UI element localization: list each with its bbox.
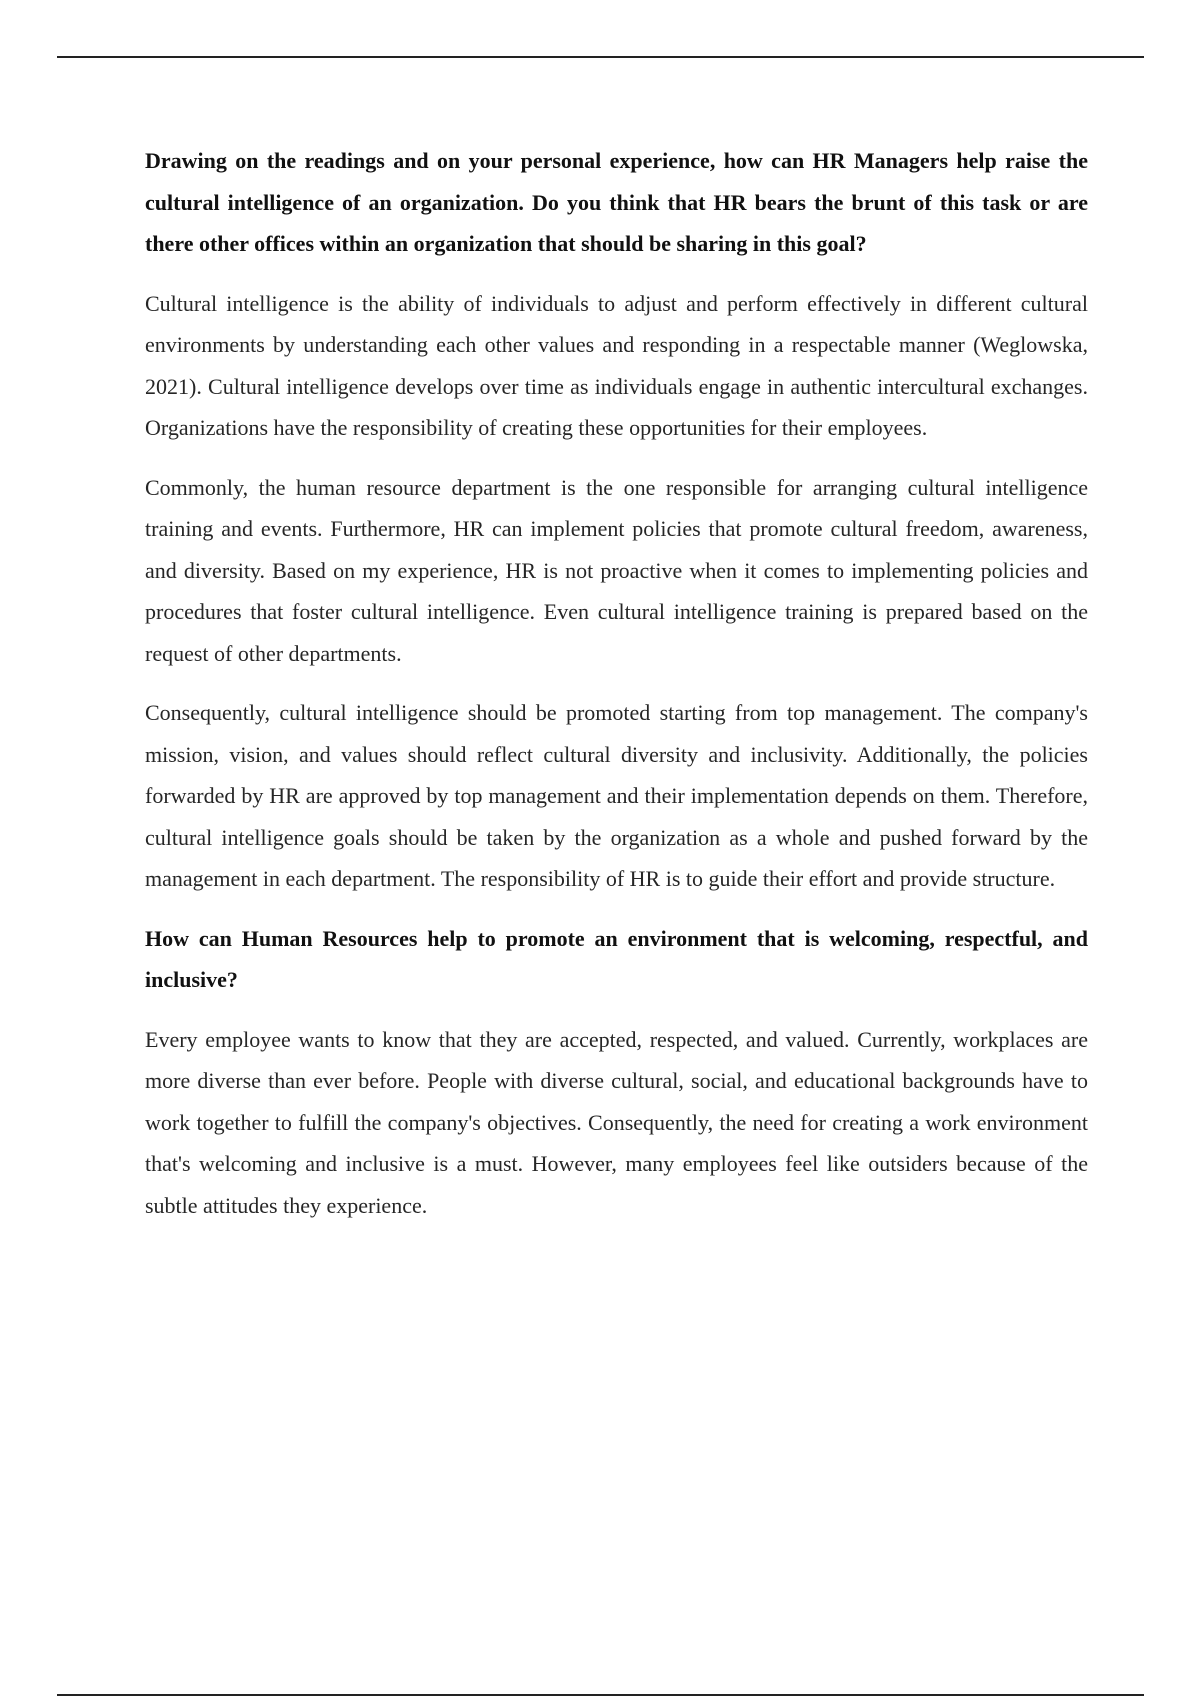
answer-2-paragraph-1: Every employee wants to know that they are accepted, respected, and valued. Currently, workplaces are more diverse than ever before. People with diverse cultural, social, and educational backgrounds have to work together to fulfill the company's objectives. Consequently, the need for creating a work environment that's welcoming and inclusive is a must. However, many employees feel like outsiders because of the subtle attitudes they experience. bbox=[145, 1026, 1088, 1218]
answer-1-paragraph-1: Cultural intelligence is the ability of individuals to adjust and perform effectively in different cultural environments by understanding each other values and responding in a respectable manner (Weglowska, 2021). Cultural intelligence develops over time as individuals engage in authentic intercultural exchanges. Organizations have the responsibility of creating these opportunities for their employees. bbox=[145, 290, 1088, 440]
answer-1-paragraph-3: Consequently, cultural intelligence should be promoted starting from top management. The company's mission, vision, and values should reflect cultural diversity and inclusivity. Additionally, the policies forwarded by HR are approved by top management and their implementation depends on them. Therefore, cultural intelligence goals should be taken by the organization as a whole and pushed forward by the management in each department. The responsibility of HR is to guide their effort and provide structure. bbox=[145, 700, 1088, 891]
question-heading-2: How can Human Resources help to promote an environment that is welcoming, respectful, and inclusive? bbox=[145, 925, 1088, 992]
question-heading-1: Drawing on the readings and on your personal experience, how can HR Managers help raise the cultural intelligence of an organization. Do you think that HR bears the brunt of this task or are there other offices within an organization that should be sharing in this goal? bbox=[145, 148, 1088, 256]
page-top-rule bbox=[57, 56, 1144, 58]
document-body bbox=[145, 140, 1088, 1226]
page-bottom-rule bbox=[57, 1694, 1144, 1696]
answer-1-paragraph-2: Commonly, the human resource department is the one responsible for arranging cultural intelligence training and events. Furthermore, HR can implement policies that promote cultural freedom, awareness, and diversity. Based on my experience, HR is not proactive when it comes to implementing policies and procedures that foster cultural intelligence. Even cultural intelligence training is prepared based on the request of other departments. bbox=[145, 474, 1088, 666]
